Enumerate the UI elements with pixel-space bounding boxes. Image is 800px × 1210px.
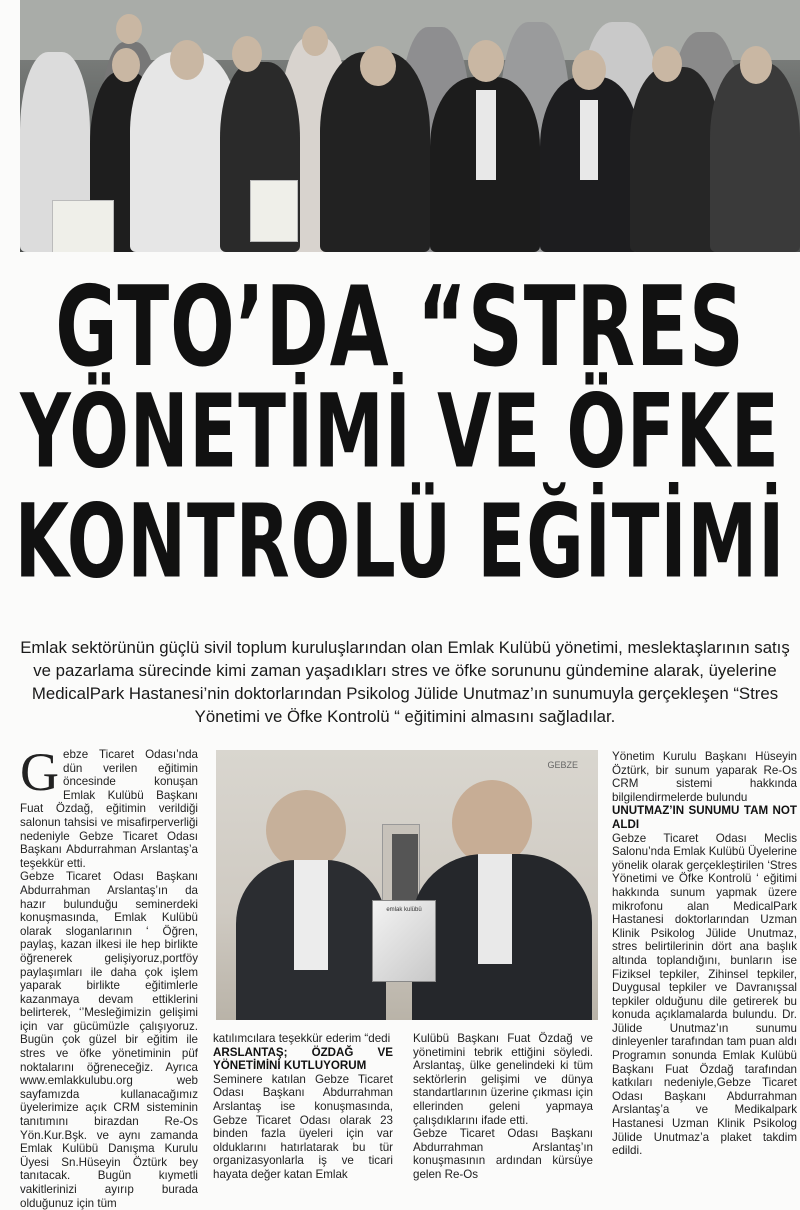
white-shirt: [478, 854, 512, 964]
plaque-photo: [216, 750, 598, 1020]
headline-line-2: YÖNETİMİ VE ÖFKE: [20, 372, 780, 491]
person-head: [170, 40, 204, 80]
subheading: ARSLANTAŞ; ÖZDAĞ VE YÖNETİMİNİ KUTLUYORUM: [213, 1045, 393, 1073]
white-shirt: [294, 860, 328, 970]
subheading: UNUTMAZ’IN SUNUMU TAM NOT ALDI: [612, 804, 797, 831]
paragraph: Programın sonunda Emlak Kulübü Başkanı Fuat Özdağ tarafından katkıları nedeniyle,Gebze Ticaret Odası Başkanı Abdurrahman Arslantaş’a ve Medikalpark Hastanesi Uzman Klinik Psikolog Jülide Unutmaz’a plaket takdim edildi.: [612, 1049, 797, 1158]
person-head: [740, 46, 772, 84]
headline-line-3: KONTROLÜ EĞİTİMİ: [14, 482, 786, 601]
person-head: [360, 46, 396, 86]
lead-paragraph: Emlak sektörünün güçlü sivil toplum kuruluşlarından olan Emlak Kulübü yönetimi, meslektaşlarının satış ve pazarlama sürecinde kimi zaman yaşadıkları stres ve öfke sorununu gündemine alarak, üyelerine MedicalPark Hastanesi’nin doktorlarından Psikolog Jülide Unutmaz’ın sunumuyla gerçekleşen “Stres Yönetimi ve Öfke Kontrolü “ eğitimini almasını sağladılar.: [20, 638, 790, 726]
person-head: [112, 48, 140, 82]
paragraph: ebze Ticaret Odası’nda dün verilen eğitimin öncesinde konuşan Emlak Kulübü Başkanı Fuat Özdağ, eğitimin verildiği salonun tahsisi ve misafirperverliği nedeniyle Gebze Ticaret Odası Başkanı Abdurrahman Arslantaş’a teşekkür etti.: [20, 748, 198, 870]
paragraph: katılımcılara teşekkür ederim “dedi: [213, 1032, 391, 1045]
paragraph: Yönetim Kurulu Başkanı Hüseyin Öztürk, bir sunum yaparak Re-Os CRM sistemi hakkında bilgilendirmelerde bulundu: [612, 750, 797, 804]
person-head: [302, 26, 328, 56]
person-head: [266, 790, 346, 870]
group-photo: [20, 0, 800, 252]
paragraph: Gebze Ticaret Odası Başkanı Abdurrahman Arslantaş’ın da hazır bulunduğu seminerdeki konuşmasında, Emlak Kulübü olarak sloganlarının ‘ Öğren, paylaş, kazan ilkesi ile hep birlikte öğrenerek gelişiyoruz,portföy paylaşımları ile daha çok işlem yaparak birlikte eğitimlerle kazanmaya devam ettiklerini belirterek, ‘’Mesleğimizin gelişimi için var gücümüzle çalışıyoruz. Bugün çok güzel bir eğitim ile stres ve öfke yönetiminin püf noktalarını öğreneceğiz. Ayrıca www.emlakkulubu.org web sayfamızda kullanacağımız üyelerimize açık CRM sisteminin tanıtımını birazdan Re-Os Yön.Kur.Bşk. ve aynı zamanda Emlak Kulübü Danışma Kurulu Üyesi Sn.Hüseyin Öztürk bey tanıtacak. Bugün kıymetli vakitlerinizi ayırıp burada olduğunuz için tüm: [20, 870, 198, 1210]
person-head: [468, 40, 504, 82]
article-column-4: [612, 750, 797, 1158]
paragraph: Seminere katılan Gebze Ticaret Odası Başkanı Abdurrahman Arslantaş ise konuşmasında, Gebze Ticaret Odası olarak 23 binden fazla üyeleri için var olduklarını hatırlatarak bu tür organizasyonlarla iş ve ticari hayata değer katan Emlak: [213, 1072, 393, 1181]
white-shirt: [476, 90, 496, 180]
article-column-3: [413, 1032, 593, 1182]
person-head: [652, 46, 682, 82]
paragraph: Gebze Ticaret Odası Başkanı Abdurrahman Arslantaş’ın konuşmasının ardından kürsüye gelen Re-Os: [413, 1127, 593, 1181]
plaque-label: emlak kulübü: [386, 907, 422, 913]
gift-bag: [52, 200, 114, 252]
headline-line-1: GTO’DA “STRES: [55, 262, 745, 392]
article-column-2: [213, 1032, 393, 1182]
person-head: [572, 50, 606, 90]
article-column-1: [20, 742, 198, 1210]
sign-text: GEBZE: [547, 760, 578, 770]
person-head: [232, 36, 262, 72]
person-front-9: [710, 62, 800, 252]
gift-bag: [250, 180, 298, 242]
drop-cap: G: [20, 742, 59, 802]
person-front-8: [630, 67, 720, 252]
white-shirt: [580, 100, 598, 180]
person-head: [116, 14, 142, 44]
paragraph: Gebze Ticaret Odası Meclis Salonu’nda Emlak Kulübü Üyelerine yönelik olarak gerçekleştirilen ‘Stres Yönetimi ve Öfke Kontrolü ‘ eğitimi hakkında sunum yapmak üzere mikrofonu alan MedicalPark Hastanesi doktorlarından Uzman Klinik Psikolog Jülide Unutmaz, stres belirtilerinin dört ana başlık altında toplandığını, bunların ise Fiziksel tepkiler, Zihinsel tepkiler, Duygusal tepkiler ve Davranışsal tepkiler olduğunu dile getirerek bu konuda açıklamalarda bulundu. Dr. Jülide Unutmaz’ın sunumu dinleyenler tarafından tam puan aldı: [612, 831, 797, 1049]
paragraph: Kulübü Başkanı Fuat Özdağ ve yönetimini tebrik ettiğini söyledi. Arslantaş, ülke genelindeki ki tüm sektörlerin gelişimi ve dünya standartlarının üzerine çıkması için ellerinden geleni yapmaya çalışdıklarını ifade etti.: [413, 1032, 593, 1127]
award-plaque: [372, 900, 436, 982]
